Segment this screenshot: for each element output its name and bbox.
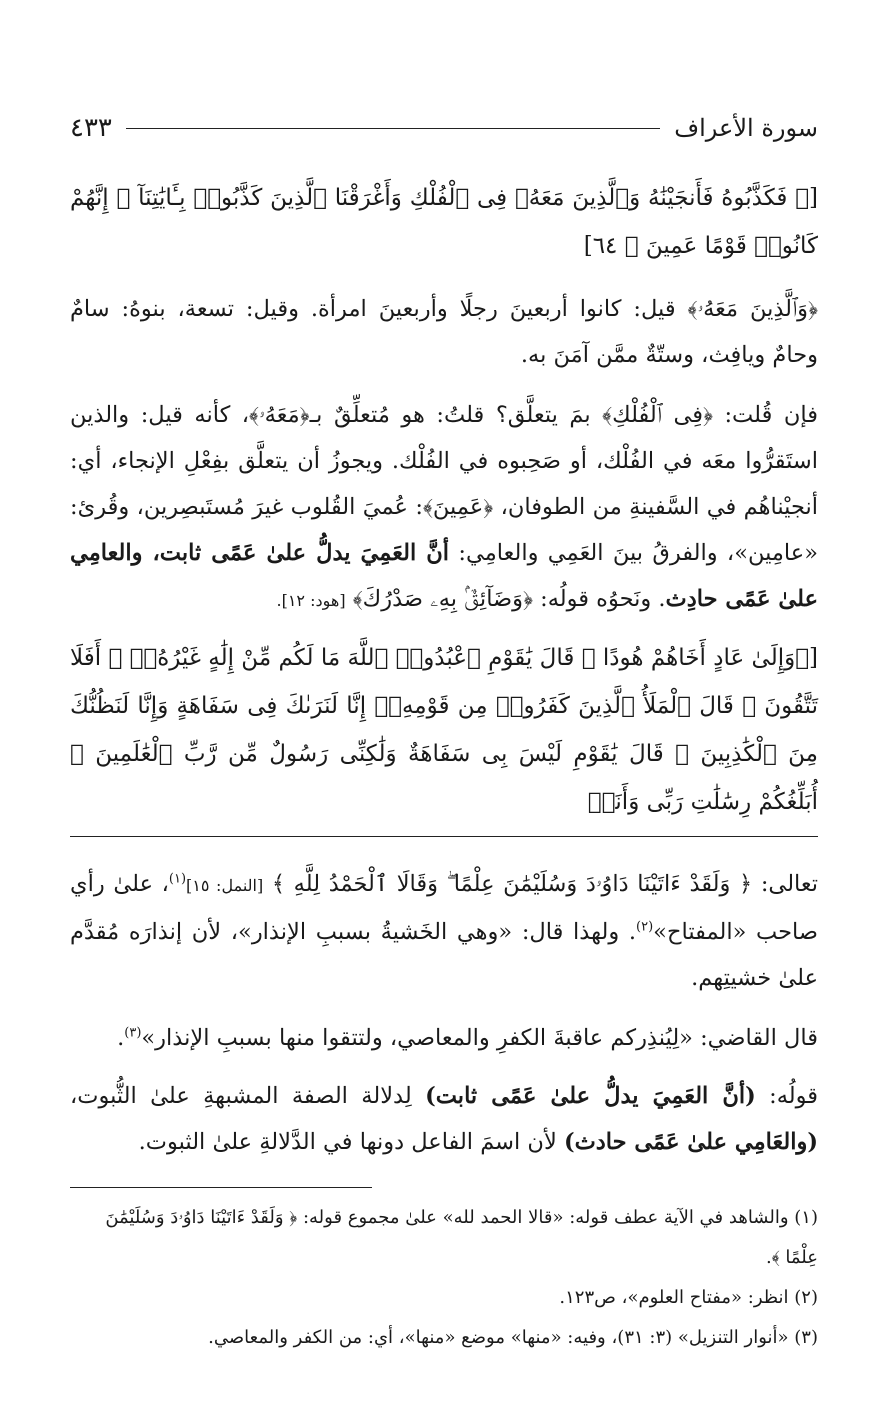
commentary-text: لأن اسمَ الفاعل دونها في الدَّلالةِ علىٰ الثبوت. [138,1129,564,1155]
footnote-divider [70,1187,372,1188]
commentary-text: قولُه: [755,1083,819,1109]
commentary-text: . ولهذا قال: «وهي الخَشيةُ بسببِ الإنذار»، لأن إنذارَه مُقدَّم علىٰ خشيتِهم. [70,919,818,991]
commentary-paragraph-1 [70,861,818,1001]
bold-quote: (والعَامِي علىٰ عَمًى حادث) [563,1129,818,1155]
paragraph-text: فإن قُلت: ﴿فِى ٱلْفُلْكِ﴾ بمَ يتعلَّق؟ قلتُ: هو مُتعلِّقٌ بـ﴿مَعَهُۥ﴾، كأنه قيل: والذين استَقرُّوا معَه في الفُلْك، أو صَحِبوه في الفُلْك. ويجوزُ أن يتعلَّق بفِعْلِ الإنجاء، أي: أنجيْناهُم في السَّفينةِ من الطوفان، ﴿عَمِينَ﴾: عُميَ القُلوب غيرَ مُستَبصِرين، وقُرئ: «عامِين»، والفرقُ بينَ العَمِي والعامِي: [70,402,818,566]
commentary-paragraph-3 [70,1073,818,1165]
tafsir-paragraph-companions: ﴿وَٱلَّذِينَ مَعَهُۥ﴾ قيل: كانوا أربعينَ رجلًا وأربعينَ امرأة. وقيل: تسعة، بنوهُ: سامٌ وحامٌ ويافِث، وستّةٌ ممَّن آمَنَ به. [70,296,818,368]
main-text-divider [70,836,818,837]
book-page [70,108,818,1358]
page-header [70,108,818,148]
quran-verses-65-68: [﴿وَإِلَىٰ عَادٍ أَخَاهُمْ هُودًا ۗ قَالَ يَٰقَوْمِ ٱعْبُدُوا۟ ٱللَّهَ مَا لَكُم مِّنْ إِلَٰهٍ غَيْرُهُۥٓ ۚ أَفَلَا تَتَّقُونَ ۞ قَالَ ٱلْمَلَأُ ٱلَّذِينَ كَفَرُوا۟ مِن قَوْمِهِۦٓ إِنَّا لَنَرَىٰكَ فِى سَفَاهَةٍ وَإِنَّا لَنَظُنُّكَ مِنَ ٱلْكَٰذِبِينَ ۞ قَالَ يَٰقَوْمِ لَيْسَ بِى سَفَاهَةٌ وَلَٰكِنِّى رَسُولٌ مِّن رَّبِّ ٱلْعَٰلَمِينَ ۞ أُبَلِّغُكُمْ رِسَٰلَٰتِ رَبِّى وَأَنَا۠ [70,645,818,815]
footnote-2: (٢) انظر: «مفتاح العلوم»، ص١٢٣. [559,1287,818,1308]
page-number: ٤٣٣ [70,113,112,143]
bold-definition: أنَّ العَمِيَ يدلُّ علىٰ عَمًى ثابت، والعامِي علىٰ عَمًى حادِث [70,540,818,612]
commentary-text: لِدلالة الصفة المشبهةِ علىٰ الثُّبوت، [70,1083,426,1109]
surah-title: سورة الأعراف [674,114,818,142]
footnote-marker-3[interactable]: (٣) [124,1025,142,1041]
footnote-marker-2[interactable]: (٢) [636,919,654,935]
footnote-1: (١) والشاهد في الآية عطف قوله: «قالا الحمد لله» علىٰ مجموع قوله: ﴿ وَلَقَدْ ءَاتَيْنَا دَاوُۥدَ وَسُلَيْمَٰنَ عِلْمًا ﴾. [105,1207,818,1268]
commentary-text: تعالى: ﴿ وَلَقَدْ ءَاتَيْنَا دَاوُۥدَ وَسُلَيْمَٰنَ عِلْمًا ۖ وَقَالَا ٱلْحَمْدُ لِلَّهِ ﴾ [263,871,819,897]
footnote-3: (٣) «أنوار التنزيل» (٣: ٣١)، وفيه: «منها» موضع «منها»، أي: من الكفر والمعاصي. [208,1327,818,1348]
commentary-text: ، علىٰ رأي صاحب «المفتاح» [70,871,819,945]
quran-verse-64: [﴿ فَكَذَّبُوهُ فَأَنجَيْنَٰهُ وَٱلَّذِينَ مَعَهُۥ فِى ٱلْفُلْكِ وَأَغْرَقْنَا ٱلَّذِينَ كَذَّبُوا۟ بِـَٔايَٰتِنَآ ۚ إِنَّهُمْ كَانُوا۟ قَوْمًا عَمِينَ ﴾ ٦٤] [70,185,818,259]
commentary-paragraph-2 [70,1015,818,1061]
commentary-text: قال القاضي: «لِيُنذِركم عاقبةَ الكفرِ والمعاصي، ولتتقوا منها بسببِ الإنذار» [141,1025,818,1051]
footnote-marker-1[interactable]: (١) [168,871,187,887]
bold-quote: (أنَّ العَمِيَ يدلُّ علىٰ عَمًى ثابت) [425,1083,756,1109]
header-rule [126,128,660,129]
verse-reference: [النمل: ١٥] [186,876,264,895]
tafsir-paragraph-alfulk [70,392,818,624]
verse-reference: [هود: ١٢]. [276,591,346,610]
paragraph-text-cont: . ونَحوُه قولُه: ﴿وَضَآئِقٌۢ بِهِۦ صَدْرُكَ﴾ [345,586,666,612]
commentary-text: . [117,1025,125,1051]
